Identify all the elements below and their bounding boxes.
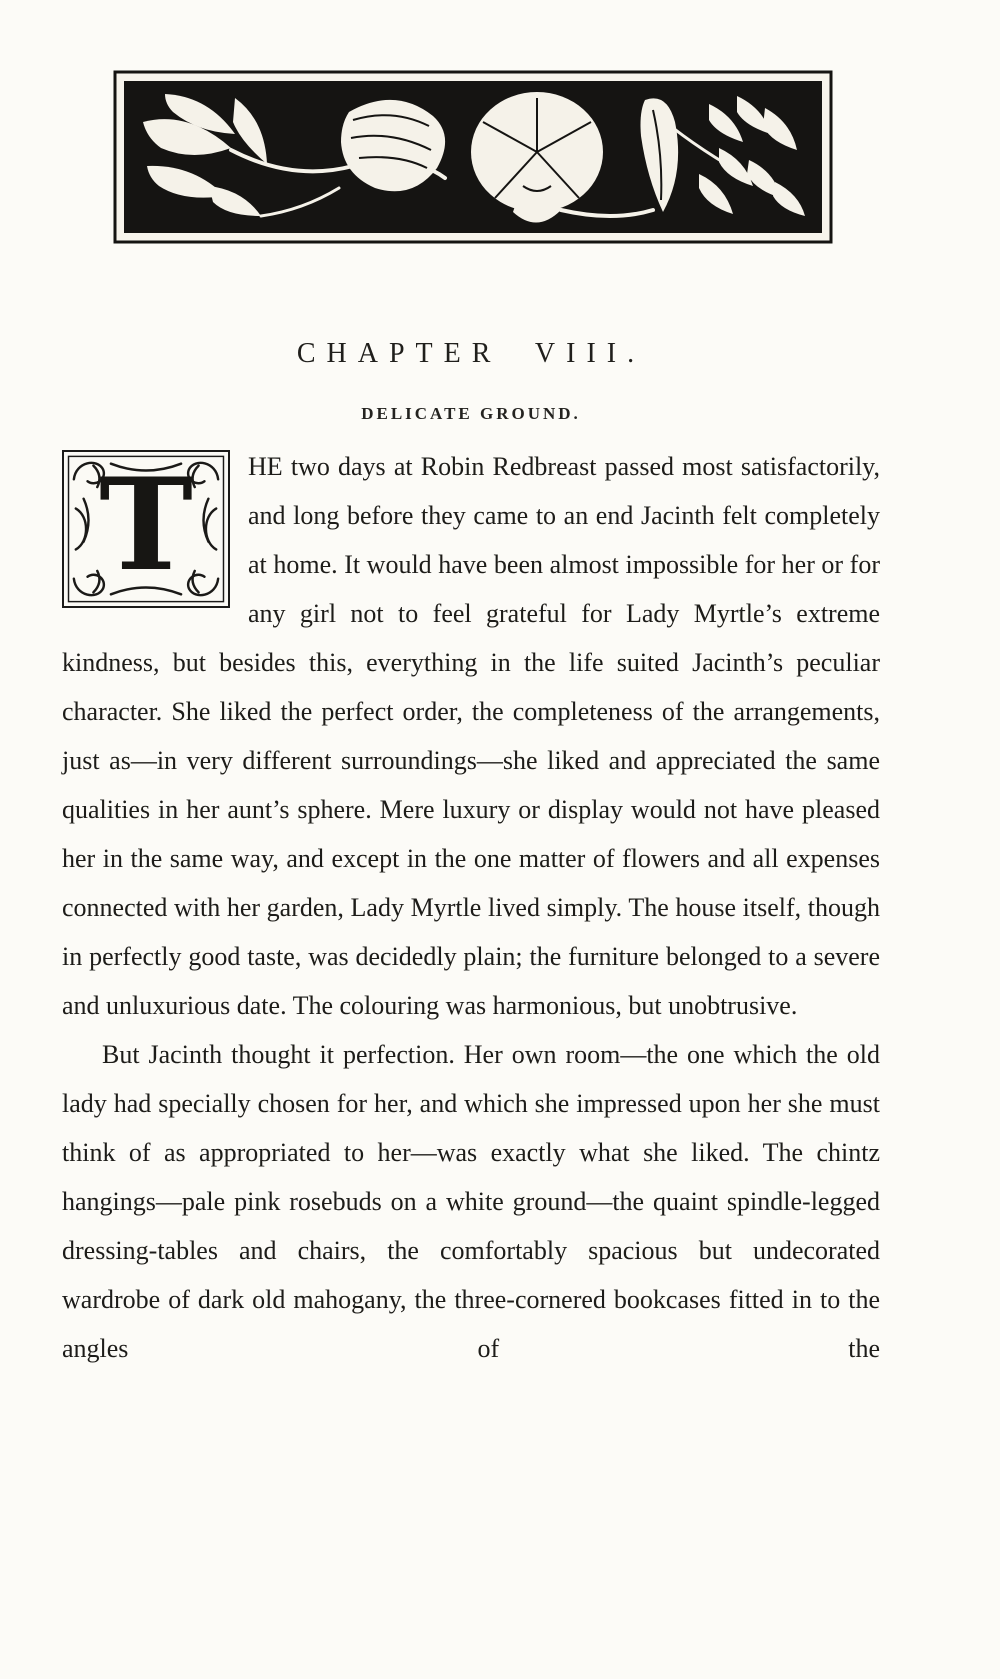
chapter-title: CHAPTER VIII. [296, 338, 646, 369]
header-ornament [113, 70, 833, 244]
paragraph-1 [62, 442, 880, 1030]
body-text [62, 442, 880, 1373]
paragraph-1-text: HE two days at Robin Redbreast passed most satisfactorily, and long before they came to an end Jacinth felt completely at home. It would have been almost impossible for her or for any girl not to feel grateful for Lady Myrtle’s extreme kindness, but besides this, everything in the life suited Jacinth’s peculiar character. She liked the perfect order, the completeness of the arrangements, just as—in very different surroundings—she liked and appreciated the same qualities in her aunt’s sphere. Mere luxury or display would not have pleased her in the same way, and except in the one matter of flowers and all expenses connected with her garden, Lady Myrtle lived simply. The house itself, though in perfectly good taste, was decidedly plain; the furniture belonged to a severe and unluxurious date. The colouring was harmonious, but unobtrusive. [62, 452, 880, 1020]
chapter-subtitle: DELICATE GROUND. [361, 404, 581, 423]
drop-cap-letter: T [99, 451, 193, 599]
drop-cap [62, 450, 230, 608]
paragraph-2: But Jacinth thought it perfection. Her own room—the one which the old lady had specially chosen for her, and which she impressed upon her she must think of as appropriated to her—was exactly what she liked. The chintz hangings—pale pink rosebuds on a white ground—the quaint spindle-legged dressing-tables and chairs, the comfortably spacious but undecorated wardrobe of dark old mahogany, the three-cornered bookcases fitted in to the angles of the [62, 1040, 880, 1363]
morning-glory-woodcut-icon [113, 70, 833, 244]
